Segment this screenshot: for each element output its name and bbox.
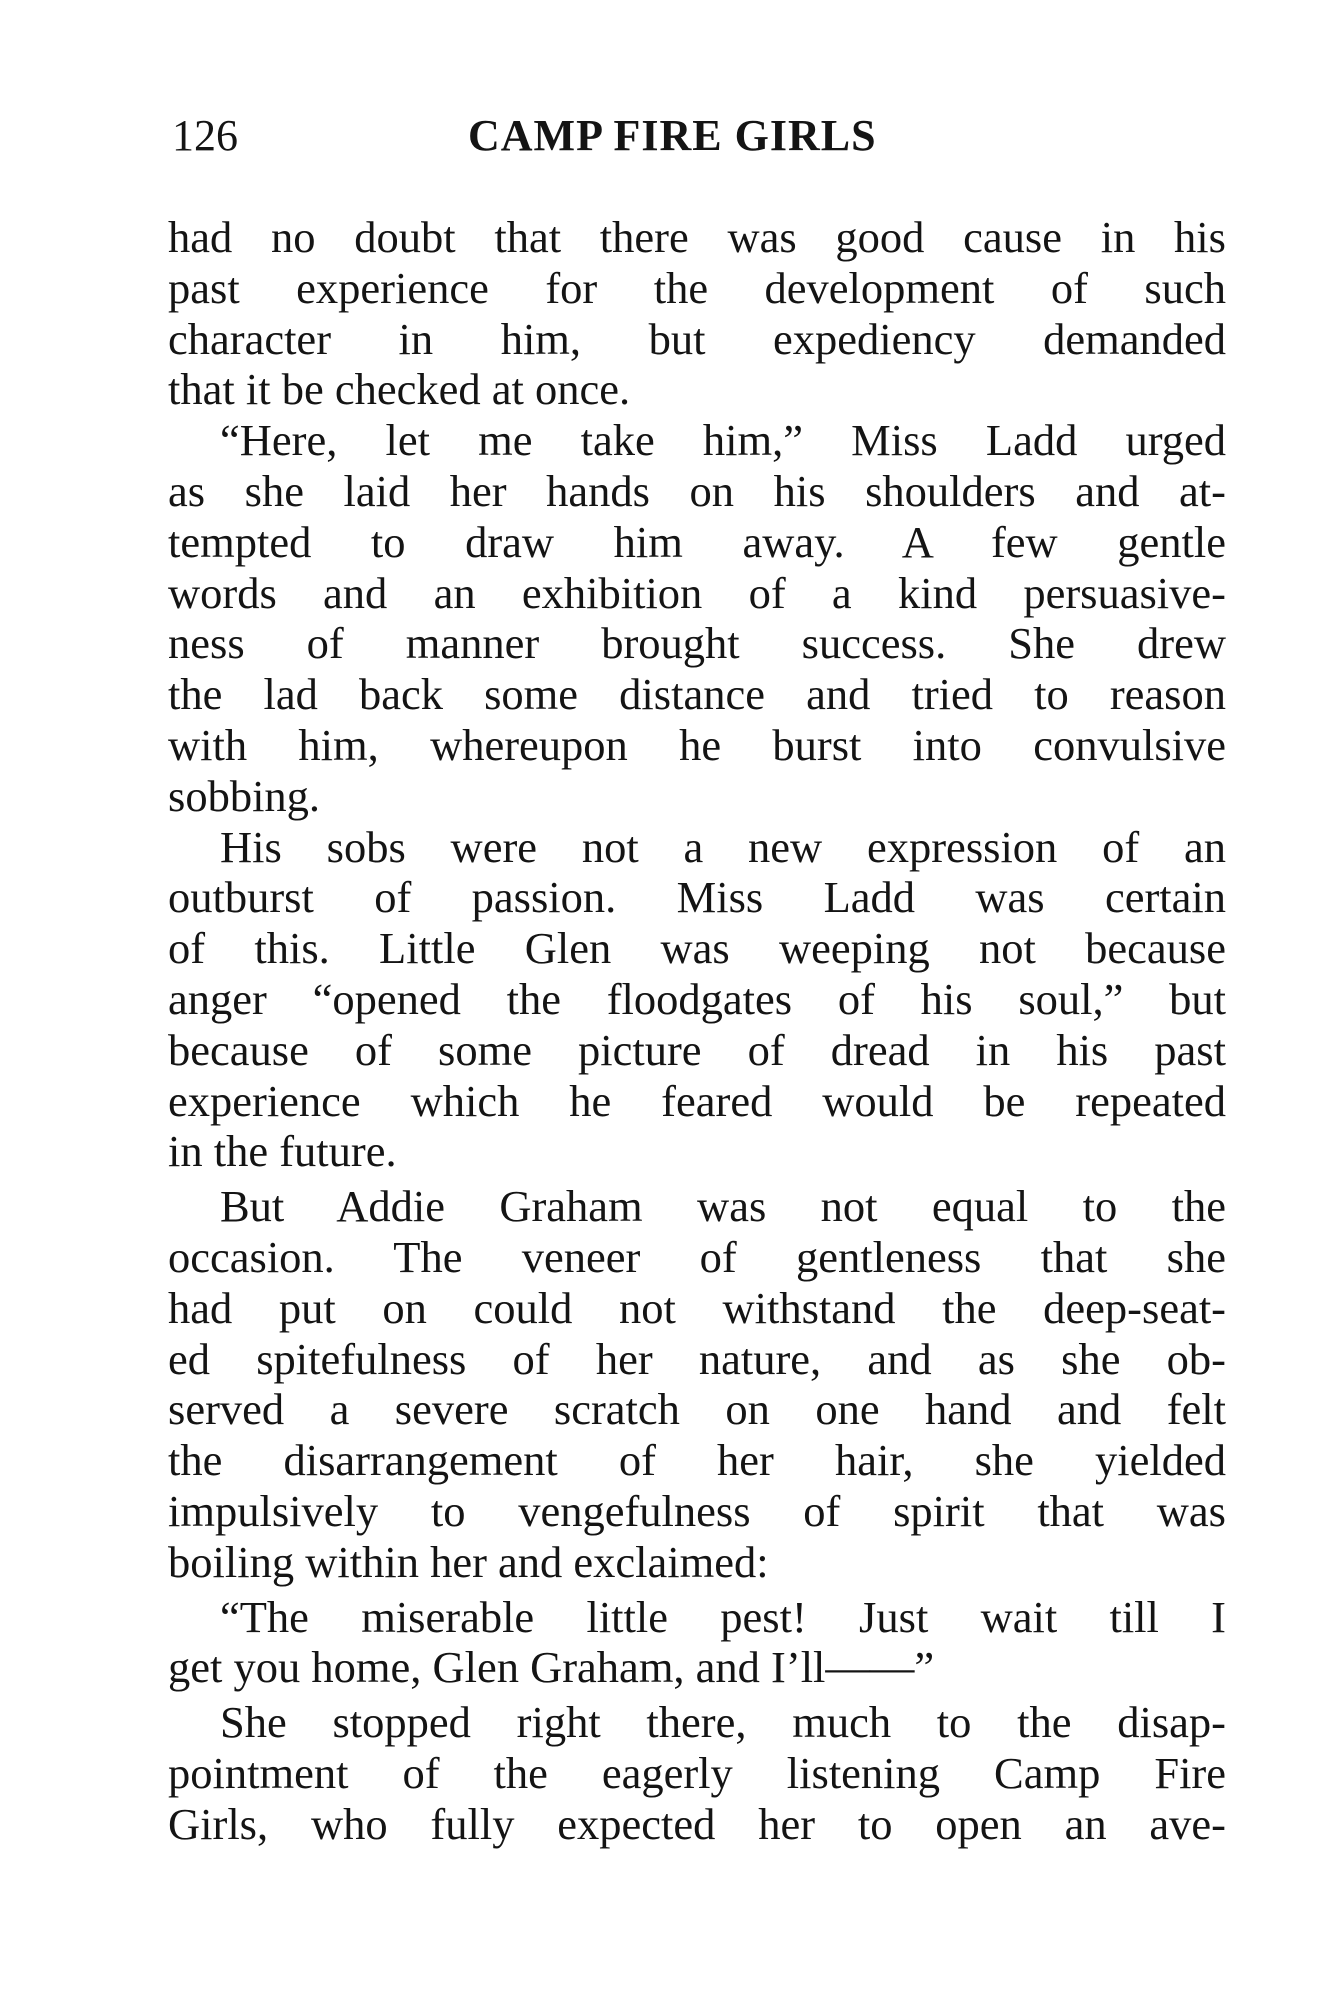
text-line: anger “opened the floodgates of his soul,” but xyxy=(168,973,1226,1024)
text-line: get you home, Glen Graham, and I’ll——” xyxy=(168,1642,935,1693)
text-line: “Here, let me take him,” Miss Ladd urged xyxy=(220,415,1226,466)
text-line: served a severe scratch on one hand and felt xyxy=(168,1384,1226,1435)
text-line: character in him, but expediency demanded xyxy=(168,313,1226,364)
text-line: words and an exhibition of a kind persuasive- xyxy=(168,567,1226,618)
text-line: the lad back some distance and tried to reason xyxy=(168,669,1226,720)
text-line: of this. Little Glen was weeping not because xyxy=(168,923,1226,974)
text-line: in the future. xyxy=(168,1126,397,1177)
text-line: His sobs were not a new expression of an xyxy=(220,821,1226,872)
running-title: CAMP FIRE GIRLS xyxy=(468,111,877,160)
text-line: But Addie Graham was not equal to the xyxy=(220,1181,1226,1232)
text-line: had no doubt that there was good cause in his xyxy=(168,212,1226,262)
text-line: occasion. The veneer of gentleness that she xyxy=(168,1231,1226,1282)
page-number: 126 xyxy=(172,111,238,160)
text-line: “The miserable little pest! Just wait till I xyxy=(220,1591,1226,1642)
running-head xyxy=(172,108,1232,164)
text-line: with him, whereupon he burst into convulsive xyxy=(168,719,1226,770)
text-line: tempted to draw him away. A few gentle xyxy=(168,516,1226,567)
text-line: the disarrangement of her hair, she yielded xyxy=(168,1435,1226,1486)
body-text xyxy=(168,212,1226,1850)
text-line: ness of manner brought success. She drew xyxy=(168,618,1226,669)
text-line: impulsively to vengefulness of spirit that was xyxy=(168,1485,1226,1536)
text-line: pointment of the eagerly listening Camp Fire xyxy=(168,1747,1226,1798)
text-line: because of some picture of dread in his past xyxy=(168,1024,1226,1075)
text-line: sobbing. xyxy=(168,770,321,821)
text-line: Girls, who fully expected her to open an ave- xyxy=(168,1798,1226,1849)
text-line: experience which he feared would be repeated xyxy=(168,1075,1226,1126)
text-line: She stopped right there, much to the disap- xyxy=(220,1697,1226,1748)
text-line: as she laid her hands on his shoulders and at- xyxy=(168,465,1226,516)
text-line: had put on could not withstand the deep-seat- xyxy=(168,1282,1226,1333)
text-line: ed spitefulness of her nature, and as she ob- xyxy=(168,1333,1226,1384)
text-line: boiling within her and exclaimed: xyxy=(168,1536,769,1587)
text-line: that it be checked at once. xyxy=(168,364,631,415)
text-line: past experience for the development of such xyxy=(168,262,1226,313)
text-line: outburst of passion. Miss Ladd was certain xyxy=(168,872,1226,923)
